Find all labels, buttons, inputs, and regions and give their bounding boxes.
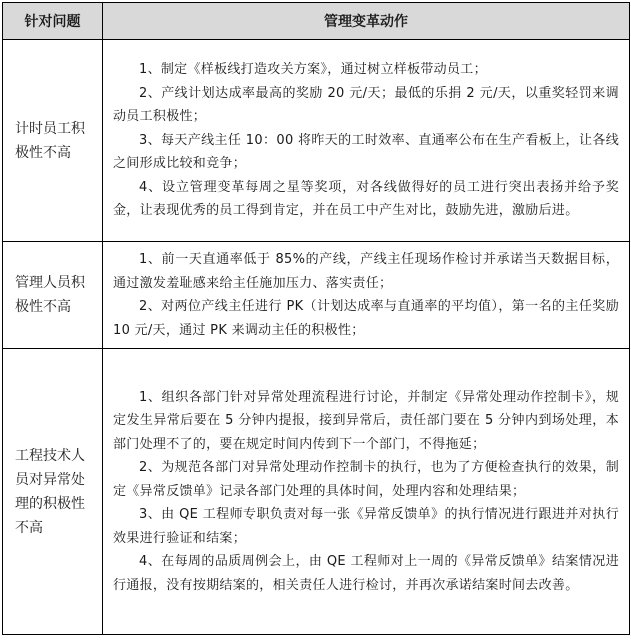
issue-cell: 计时员工积极性不高: [3, 40, 103, 242]
action-item: 3、每天产线主任 10：00 将昨天的工时效率、直通率公布在生产看板上，让各线之间形成比较和竞争；: [113, 132, 619, 172]
actions-cell: [103, 242, 630, 349]
action-item: 3、由 QE 工程师专职负责对每一张《异常反馈单》的执行情况进行跟进并对执行效果进行验证和结案；: [113, 507, 619, 546]
action-item: 2、产线计划达成率最高的奖励 20 元/天；最低的乐捐 2 元/天，以重奖轻罚来调动员工积极性；: [113, 85, 619, 125]
action-item: 4、设立管理变革每周之星等奖项，对各线做得好的员工进行突出表扬并给予奖金，让表现优秀的员工得到肯定，并在员工中产生对比，鼓励先进，激励后进。: [113, 179, 619, 219]
actions-cell: [103, 349, 630, 635]
header-actions: 管理变革动作: [103, 3, 630, 40]
issue-cell: 管理人员积极性不高: [3, 242, 103, 349]
table-row: [3, 40, 630, 242]
table-row: [3, 242, 630, 349]
table-header-row: [3, 3, 630, 40]
actions-cell: [103, 40, 630, 242]
management-change-table: [2, 2, 630, 635]
header-issue: 针对问题: [3, 3, 103, 40]
table-row: [3, 349, 630, 635]
action-item: 1、前一天直通率低于 85%的产线，产线主任现场作检讨并承诺当天数据目标，通过激发羞耻感来给主任施加压力、落实责任；: [113, 252, 619, 291]
action-item: 1、制定《样板线打造攻关方案》，通过树立样板带动员工；: [139, 62, 487, 78]
action-item: 1、组织各部门针对异常处理流程进行讨论，并制定《异常处理动作控制卡》，规定发生异常后要在 5 分钟内提报，接到异常后，责任部门要在 5 分钟内到场处理，本部门处理不了的，要在规定时间内传到下一个部门，不得拖延；: [113, 389, 619, 452]
action-item: 4、在每周的品质周例会上，由 QE 工程师对上一周的《异常反馈单》结案情况进行通报，没有按期结案的，相关责任人进行检讨，并再次承诺结案时间去改善。: [113, 554, 619, 593]
action-item: 2、为规范各部门对异常处理动作控制卡的执行，也为了方便检查执行的效果，制定《异常反馈单》记录各部门处理的具体时间，处理内容和处理结果；: [113, 460, 619, 499]
issue-cell: 工程技术人员对异常处理的积极性不高: [3, 349, 103, 635]
action-item: 2、对两位产线主任进行 PK（计划达成率与直通率的平均值），第一名的主任奖励 10 元/天，通过 PK 来调动主任的积极性；: [113, 299, 619, 338]
